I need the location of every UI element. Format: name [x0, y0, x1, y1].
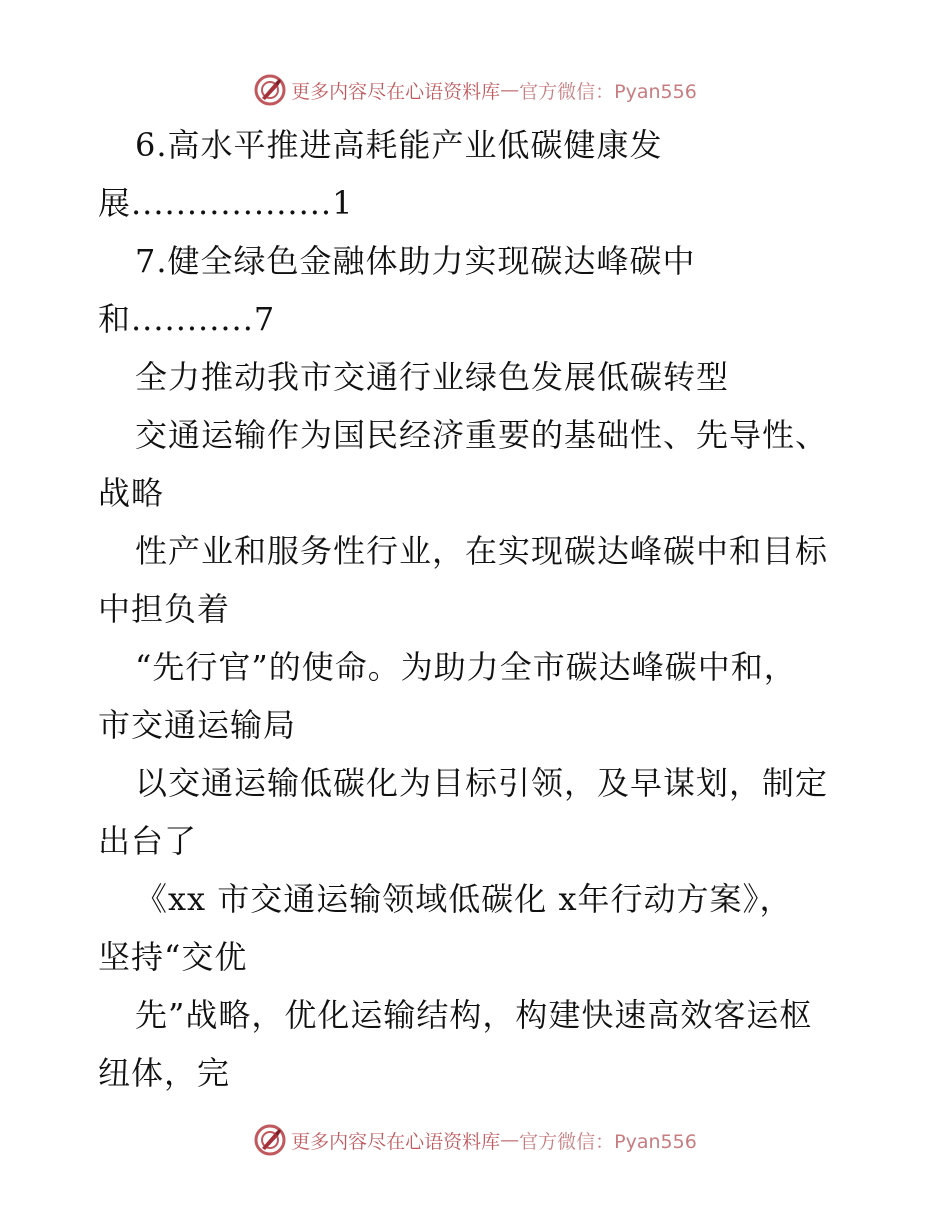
paragraph-line: 坚持“交优 — [98, 938, 248, 976]
section-title: 全力推动我市交通行业绿色发展低碳转型 — [135, 358, 730, 396]
paragraph-line: 中担负着 — [98, 590, 231, 628]
watermark-contact-text: 官方微信：Pyan556 — [519, 1130, 697, 1153]
toc-entry-6-page: 展..................1 — [98, 184, 354, 222]
paragraph-line: 先”战略，优化运输结构，构建快速高效客运枢 — [135, 996, 813, 1034]
watermark-dash: — — [500, 1129, 520, 1151]
toc-entry-7: 7.健全绿色金融体助力实现碳达峰碳中 — [135, 242, 696, 280]
watermark-brand-text: 更多内容尽在心语资料库 — [291, 1130, 501, 1153]
header-watermark — [0, 70, 950, 110]
footer-watermark — [0, 1120, 950, 1160]
paragraph-line: 《xx 市交通运输领域低碳化 x年行动方案》， — [135, 880, 793, 918]
paragraph-line: 性产业和服务性行业，在实现碳达峰碳中和目标 — [135, 532, 829, 570]
seal-logo-icon — [253, 73, 287, 107]
watermark-brand-text: 更多内容尽在心语资料库 — [291, 80, 501, 103]
paragraph-line: 纽体，完 — [98, 1054, 231, 1092]
toc-entry-6: 6.高水平推进高耗能产业低碳健康发 — [135, 126, 663, 164]
toc-entry-7-page: 和...........7 — [98, 300, 276, 338]
seal-logo-icon — [253, 1123, 287, 1157]
paragraph-line: 交通运输作为国民经济重要的基础性、先导性、 — [135, 416, 829, 454]
paragraph-line: “先行官”的使命。为助力全市碳达峰碳中和， — [135, 648, 797, 686]
watermark-contact-text: 官方微信：Pyan556 — [519, 80, 697, 103]
paragraph-line: 战略 — [98, 474, 165, 512]
watermark-dash: — — [500, 79, 520, 101]
paragraph-line: 市交通运输局 — [98, 706, 297, 744]
paragraph-line: 出台了 — [98, 822, 198, 860]
paragraph-line: 以交通运输低碳化为目标引领，及早谋划，制定 — [135, 764, 829, 802]
